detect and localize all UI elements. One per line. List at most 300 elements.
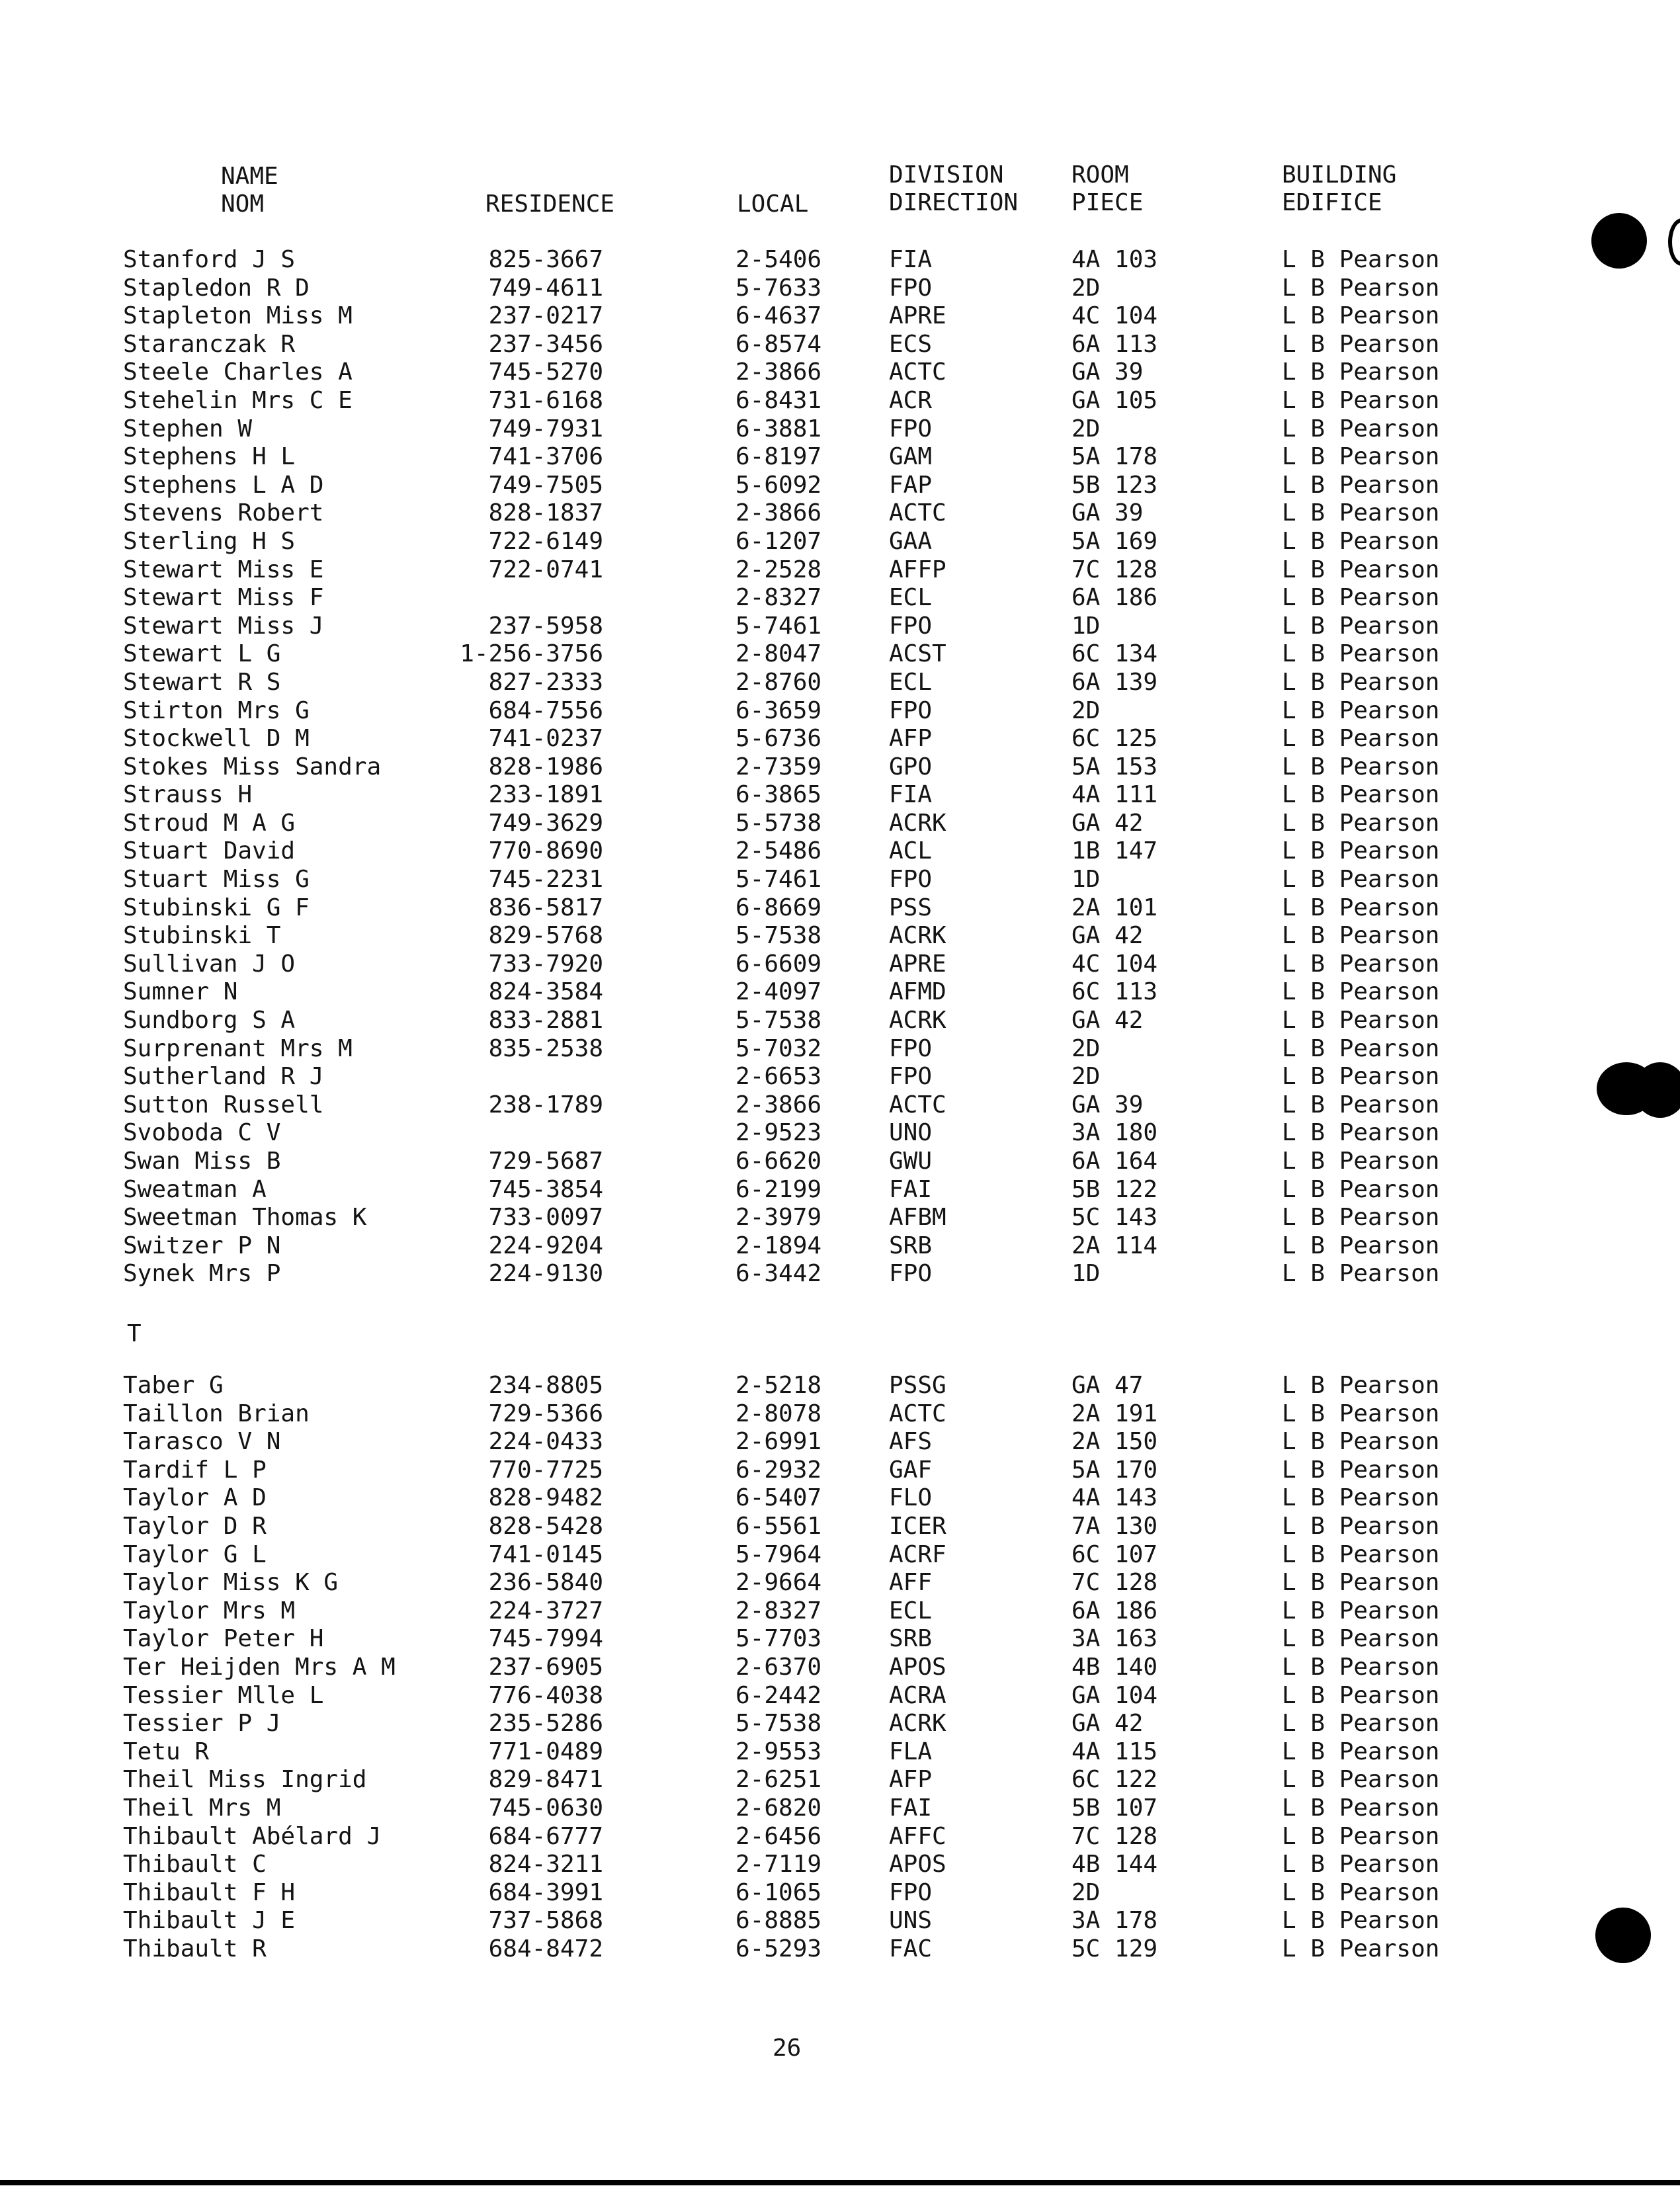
cell-room: GA 39 (1071, 358, 1144, 386)
cell-local: 5-7032 (735, 1034, 822, 1062)
cell-room: 5A 169 (1071, 527, 1158, 555)
cell-name: Stewart Miss J (123, 612, 324, 640)
cell-building: L B Pearson (1282, 640, 1440, 668)
cell-room: 7A 130 (1071, 1512, 1158, 1540)
cell-name: Sutherland R J (123, 1063, 324, 1091)
cell-room: 1D (1071, 612, 1101, 640)
cell-division: FAI (889, 1175, 933, 1203)
cell-residence: 828-9482 (488, 1484, 603, 1512)
cell-local: 2-9523 (735, 1119, 822, 1147)
t-residence-column (456, 1372, 603, 1963)
cell-local: 6-4637 (735, 302, 822, 330)
cell-division: AFP (889, 725, 933, 753)
cell-name: Tetu R (123, 1738, 210, 1765)
cell-local: 2-6653 (735, 1063, 822, 1091)
cell-residence: 829-5768 (488, 922, 603, 950)
cell-local: 6-3659 (735, 696, 822, 724)
cell-division: ACRK (889, 1007, 946, 1034)
cell-room: GA 39 (1071, 499, 1144, 527)
cell-local: 6-8574 (735, 330, 822, 358)
cell-residence: 833-2881 (488, 1007, 603, 1034)
cell-residence: 749-7505 (488, 471, 603, 499)
cell-division: GPO (889, 753, 933, 780)
cell-building: L B Pearson (1282, 1878, 1440, 1906)
cell-division: FPO (889, 696, 933, 724)
cell-division: AFFP (889, 556, 946, 583)
cell-room: 2A 101 (1071, 894, 1158, 921)
cell-room: 2A 114 (1071, 1232, 1158, 1259)
cell-name: Stephens H L (123, 443, 296, 471)
cell-division: FAC (889, 1935, 933, 1962)
cell-name: Tarasco V N (123, 1428, 281, 1456)
cell-division: ACTC (889, 499, 946, 527)
cell-local: 2-6370 (735, 1653, 822, 1681)
cell-room: 1D (1071, 1260, 1101, 1288)
section-letter-t: T (127, 1320, 142, 1347)
cell-local: 5-6092 (735, 471, 822, 499)
cell-name: Sweetman Thomas K (123, 1204, 367, 1232)
cell-residence: 741-0145 (488, 1540, 603, 1568)
cell-residence: 684-8472 (488, 1935, 603, 1962)
cell-local: 2-4097 (735, 978, 822, 1006)
cell-local: 2-3979 (735, 1204, 822, 1232)
cell-local: 2-8078 (735, 1400, 822, 1427)
cell-room: 2D (1071, 415, 1101, 442)
cell-name: Switzer P N (123, 1232, 281, 1259)
cell-local: 6-5561 (735, 1512, 822, 1540)
cell-local: 2-8327 (735, 584, 822, 612)
cell-room: 4C 104 (1071, 950, 1158, 978)
cell-local: 5-5738 (735, 809, 822, 837)
cell-local: 5-7538 (735, 1710, 822, 1738)
cell-name: Stephens L A D (123, 471, 324, 499)
cell-residence: 771-0489 (488, 1738, 603, 1765)
cell-division: ACTC (889, 1400, 946, 1427)
cell-name: Stroud M A G (123, 809, 296, 837)
cell-residence (456, 584, 603, 612)
cell-name: Synek Mrs P (123, 1260, 281, 1288)
cell-name: Stevens Robert (123, 499, 324, 527)
cell-building: L B Pearson (1282, 556, 1440, 583)
cell-division: ACRK (889, 922, 946, 950)
cell-division: FPO (889, 1878, 933, 1906)
cell-building: L B Pearson (1282, 443, 1440, 471)
header-local: LOCAL (737, 190, 809, 218)
cell-local: 2-8760 (735, 668, 822, 696)
cell-division: ECL (889, 584, 933, 612)
cell-building: L B Pearson (1282, 1204, 1440, 1232)
cell-local: 6-6620 (735, 1148, 822, 1175)
cell-name: Sterling H S (123, 527, 296, 555)
cell-building: L B Pearson (1282, 1597, 1440, 1624)
cell-building: L B Pearson (1282, 1034, 1440, 1062)
cell-building: L B Pearson (1282, 1851, 1440, 1878)
t-division-column (889, 1372, 946, 1963)
cell-name: Taylor Miss K G (123, 1569, 339, 1597)
cell-local: 6-1207 (735, 527, 822, 555)
cell-name: Strauss H (123, 781, 253, 809)
cell-room: 4B 140 (1071, 1653, 1158, 1681)
cell-name: Stephen W (123, 415, 253, 442)
cell-room: 2D (1071, 1878, 1101, 1906)
t-building-column (1282, 1372, 1439, 1963)
cell-division: APOS (889, 1653, 946, 1681)
cell-room: GA 42 (1071, 809, 1144, 837)
cell-residence: 776-4038 (488, 1681, 603, 1709)
cell-local: 6-8669 (735, 894, 822, 921)
cell-local: 6-6609 (735, 950, 822, 978)
cell-residence: 237-0217 (488, 302, 603, 330)
cell-name: Stubinski T (123, 922, 281, 950)
cell-room: 1B 147 (1071, 837, 1158, 865)
cell-residence: 824-3211 (488, 1851, 603, 1878)
cell-room: 7C 128 (1071, 1822, 1158, 1850)
cell-room: 5A 153 (1071, 753, 1158, 780)
cell-name: Stuart David (123, 837, 296, 865)
cell-local: 5-7633 (735, 274, 822, 302)
cell-local: 5-7461 (735, 612, 822, 640)
cell-residence: 745-7994 (488, 1625, 603, 1653)
cell-building: L B Pearson (1282, 1428, 1440, 1456)
cell-building: L B Pearson (1282, 1738, 1440, 1765)
cell-division: FPO (889, 415, 933, 442)
cell-local: 2-8047 (735, 640, 822, 668)
cell-division: ACTC (889, 1091, 946, 1118)
cell-name: Taylor G L (123, 1540, 267, 1568)
cell-local: 5-7461 (735, 866, 822, 894)
cell-residence: 825-3667 (488, 246, 603, 273)
cell-building: L B Pearson (1282, 584, 1440, 612)
cell-division: ACRK (889, 1710, 946, 1738)
cell-name: Taylor D R (123, 1512, 267, 1540)
cell-name: Theil Miss Ingrid (123, 1766, 367, 1794)
cell-room: 6C 134 (1071, 640, 1158, 668)
page-number: 26 (773, 2035, 802, 2062)
cell-local: 5-7538 (735, 922, 822, 950)
cell-name: Taylor Mrs M (123, 1597, 296, 1624)
cell-division: GAM (889, 443, 933, 471)
cell-room: 6A 186 (1071, 584, 1158, 612)
cell-room: GA 42 (1071, 1710, 1144, 1738)
cell-residence: 224-3727 (488, 1597, 603, 1624)
cell-residence: 835-2538 (488, 1034, 603, 1062)
cell-building: L B Pearson (1282, 1007, 1440, 1034)
cell-division: FLO (889, 1484, 933, 1512)
cell-local: 6-2442 (735, 1681, 822, 1709)
cell-name: Stapledon R D (123, 274, 310, 302)
cell-name: Stewart L G (123, 640, 281, 668)
cell-residence: 745-3854 (488, 1175, 603, 1203)
cell-division: FIA (889, 246, 933, 273)
cell-building: L B Pearson (1282, 1456, 1440, 1484)
cell-residence: 684-3991 (488, 1878, 603, 1906)
cell-building: L B Pearson (1282, 696, 1440, 724)
cell-name: Staranczak R (123, 330, 296, 358)
cell-local: 2-5486 (735, 837, 822, 865)
cell-local: 6-2932 (735, 1456, 822, 1484)
cell-local: 6-2199 (735, 1175, 822, 1203)
header-division (889, 161, 1018, 217)
cell-name: Stewart Miss F (123, 584, 324, 612)
cell-room: 4A 115 (1071, 1738, 1158, 1765)
cell-local: 2-6251 (735, 1766, 822, 1794)
cell-name: Thibault C (123, 1851, 267, 1878)
cell-building: L B Pearson (1282, 330, 1440, 358)
cell-building: L B Pearson (1282, 978, 1440, 1006)
cell-division: ECS (889, 330, 933, 358)
cell-room: 5A 178 (1071, 443, 1158, 471)
cell-local: 2-6991 (735, 1428, 822, 1456)
cell-building: L B Pearson (1282, 950, 1440, 978)
cell-division: FPO (889, 612, 933, 640)
cell-room: 6C 107 (1071, 1540, 1158, 1568)
cell-division: AFFC (889, 1822, 946, 1850)
cell-division: ACRA (889, 1681, 946, 1709)
cell-building: L B Pearson (1282, 527, 1440, 555)
cell-building: L B Pearson (1282, 725, 1440, 753)
cell-room: 5B 123 (1071, 471, 1158, 499)
cell-local: 6-5407 (735, 1484, 822, 1512)
cell-building: L B Pearson (1282, 302, 1440, 330)
cell-local: 2-7119 (735, 1851, 822, 1878)
cell-division: ACTC (889, 358, 946, 386)
cell-building: L B Pearson (1282, 1766, 1440, 1794)
header-division-en: DIVISION (889, 161, 1004, 189)
cell-building: L B Pearson (1282, 415, 1440, 442)
cell-name: Thibault J E (123, 1907, 296, 1935)
cell-building: L B Pearson (1282, 866, 1440, 894)
cell-division: FPO (889, 1034, 933, 1062)
cell-room: 2D (1071, 274, 1101, 302)
cell-name: Steele Charles A (123, 358, 353, 386)
cell-division: FLA (889, 1738, 933, 1765)
punch-hole-middle-edge (1634, 1062, 1680, 1118)
header-building-fr: EDIFICE (1282, 189, 1382, 216)
cell-name: Stirton Mrs G (123, 696, 310, 724)
cell-residence: 741-3706 (488, 443, 603, 471)
cell-building: L B Pearson (1282, 358, 1440, 386)
cell-residence: 745-0630 (488, 1794, 603, 1822)
cell-building: L B Pearson (1282, 1540, 1440, 1568)
cell-residence: 729-5687 (488, 1148, 603, 1175)
s-name-column (123, 246, 381, 1288)
t-room-column (1071, 1372, 1157, 1963)
cell-residence: 731-6168 (488, 386, 603, 414)
cell-local: 5-7703 (735, 1625, 822, 1653)
cell-division: AFS (889, 1428, 933, 1456)
cell-name: Stewart R S (123, 668, 281, 696)
cell-local: 2-6456 (735, 1822, 822, 1850)
cell-residence: 770-7725 (488, 1456, 603, 1484)
cell-room: 3A 178 (1071, 1907, 1158, 1935)
cell-name: Taillon Brian (123, 1400, 310, 1427)
cell-building: L B Pearson (1282, 781, 1440, 809)
cell-residence: 829-8471 (488, 1766, 603, 1794)
cell-room: 2D (1071, 1034, 1101, 1062)
cell-name: Thibault R (123, 1935, 267, 1962)
cell-division: APRE (889, 302, 946, 330)
cell-residence: 233-1891 (488, 781, 603, 809)
cell-room: 6C 122 (1071, 1766, 1158, 1794)
cell-building: L B Pearson (1282, 1119, 1440, 1147)
cell-building: L B Pearson (1282, 1484, 1440, 1512)
cell-name: Sweatman A (123, 1175, 267, 1203)
cell-division: SRB (889, 1232, 933, 1259)
cell-local: 2-1894 (735, 1232, 822, 1259)
cell-building: L B Pearson (1282, 1681, 1440, 1709)
cell-building: L B Pearson (1282, 837, 1440, 865)
cell-name: Tardif L P (123, 1456, 267, 1484)
cell-room: GA 47 (1071, 1372, 1144, 1399)
cell-name: Tessier P J (123, 1710, 281, 1738)
header-division-fr: DIRECTION (889, 189, 1019, 216)
cell-room: 2A 191 (1071, 1400, 1158, 1427)
s-local-column (735, 246, 821, 1288)
cell-building: L B Pearson (1282, 1175, 1440, 1203)
cell-room: 4B 144 (1071, 1851, 1158, 1878)
cell-local: 2-3866 (735, 499, 822, 527)
cell-name: Stuart Miss G (123, 866, 310, 894)
cell-division: AFP (889, 1766, 933, 1794)
cell-residence: 733-0097 (488, 1204, 603, 1232)
cell-local: 6-5293 (735, 1935, 822, 1962)
cell-room: 4A 143 (1071, 1484, 1158, 1512)
cell-local: 2-6820 (735, 1794, 822, 1822)
cell-local: 2-9553 (735, 1738, 822, 1765)
cell-division: APRE (889, 950, 946, 978)
cell-building: L B Pearson (1282, 1063, 1440, 1091)
cell-residence: 824-3584 (488, 978, 603, 1006)
cell-division: FPO (889, 1260, 933, 1288)
cell-room: 6A 186 (1071, 1597, 1158, 1624)
cell-division: UNS (889, 1907, 933, 1935)
cell-division: ECL (889, 1597, 933, 1624)
cell-local: 2-3866 (735, 358, 822, 386)
cell-residence: 684-7556 (488, 696, 603, 724)
s-room-column (1071, 246, 1157, 1288)
cell-local: 2-5406 (735, 246, 822, 273)
cell-local: 2-5218 (735, 1372, 822, 1399)
cell-room: GA 105 (1071, 386, 1158, 414)
cell-name: Thibault Abélard J (123, 1822, 382, 1850)
cell-residence: 828-1837 (488, 499, 603, 527)
cell-local: 2-9664 (735, 1569, 822, 1597)
cell-residence: 749-7931 (488, 415, 603, 442)
cell-residence: 749-4611 (488, 274, 603, 302)
cell-division: PSS (889, 894, 933, 921)
cell-division: ECL (889, 668, 933, 696)
cell-building: L B Pearson (1282, 1625, 1440, 1653)
cell-building: L B Pearson (1282, 1653, 1440, 1681)
cell-building: L B Pearson (1282, 809, 1440, 837)
cell-name: Sundborg S A (123, 1007, 296, 1034)
cell-name: Ter Heijden Mrs A M (123, 1653, 396, 1681)
header-room (1071, 161, 1143, 217)
cell-residence: 836-5817 (488, 894, 603, 921)
cell-division: ICER (889, 1512, 946, 1540)
cell-room: 4A 111 (1071, 781, 1158, 809)
cell-residence: 235-5286 (488, 1710, 603, 1738)
cell-division: AFMD (889, 978, 946, 1006)
punch-hole-top-edge (1668, 218, 1680, 266)
cell-name: Taylor Peter H (123, 1625, 324, 1653)
cell-name: Stokes Miss Sandra (123, 753, 382, 780)
cell-division: ACRF (889, 1540, 946, 1568)
cell-building: L B Pearson (1282, 1091, 1440, 1118)
cell-residence: 237-6905 (488, 1653, 603, 1681)
cell-building: L B Pearson (1282, 1260, 1440, 1288)
cell-building: L B Pearson (1282, 1232, 1440, 1259)
cell-residence: 828-5428 (488, 1512, 603, 1540)
cell-room: 5A 170 (1071, 1456, 1158, 1484)
cell-residence: 749-3629 (488, 809, 603, 837)
cell-division: GAA (889, 527, 933, 555)
cell-name: Stehelin Mrs C E (123, 386, 353, 414)
cell-building: L B Pearson (1282, 386, 1440, 414)
cell-room: 6C 125 (1071, 725, 1158, 753)
cell-local: 6-8431 (735, 386, 822, 414)
cell-room: 2D (1071, 1063, 1101, 1091)
cell-local: 6-8885 (735, 1907, 822, 1935)
cell-building: L B Pearson (1282, 922, 1440, 950)
s-building-column (1282, 246, 1439, 1288)
cell-division: AFBM (889, 1204, 946, 1232)
cell-residence: 729-5366 (488, 1400, 603, 1427)
cell-building: L B Pearson (1282, 612, 1440, 640)
cell-division: FPO (889, 866, 933, 894)
cell-residence: 828-1986 (488, 753, 603, 780)
cell-building: L B Pearson (1282, 1400, 1440, 1427)
cell-building: L B Pearson (1282, 1822, 1440, 1850)
cell-local: 6-1065 (735, 1878, 822, 1906)
cell-residence: 770-8690 (488, 837, 603, 865)
cell-residence: 1-256-3756 (460, 640, 603, 668)
cell-division: FIA (889, 781, 933, 809)
cell-building: L B Pearson (1282, 1372, 1440, 1399)
cell-room: 2D (1071, 696, 1101, 724)
cell-division: GWU (889, 1148, 933, 1175)
cell-residence: 741-0237 (488, 725, 603, 753)
cell-local: 5-7538 (735, 1007, 822, 1034)
cell-building: L B Pearson (1282, 1710, 1440, 1738)
cell-room: GA 42 (1071, 922, 1144, 950)
header-room-en: ROOM (1071, 161, 1129, 189)
cell-residence: 827-2333 (488, 668, 603, 696)
cell-local: 6-3881 (735, 415, 822, 442)
t-local-column (735, 1372, 821, 1963)
cell-name: Stanford J S (123, 246, 296, 273)
cell-residence: 237-5958 (488, 612, 603, 640)
cell-residence: 684-6777 (488, 1822, 603, 1850)
cell-name: Sullivan J O (123, 950, 296, 978)
cell-room: 2A 150 (1071, 1428, 1158, 1456)
s-residence-column (456, 246, 603, 1288)
cell-building: L B Pearson (1282, 1935, 1440, 1962)
cell-local: 2-7359 (735, 753, 822, 780)
cell-residence: 236-5840 (488, 1569, 603, 1597)
cell-name: Thibault F H (123, 1878, 296, 1906)
cell-building: L B Pearson (1282, 668, 1440, 696)
cell-residence: 224-9130 (488, 1260, 603, 1288)
cell-division: SRB (889, 1625, 933, 1653)
cell-residence: 745-5270 (488, 358, 603, 386)
cell-local: 5-6736 (735, 725, 822, 753)
cell-name: Taber G (123, 1372, 224, 1399)
cell-local: 6-3865 (735, 781, 822, 809)
cell-residence: 722-0741 (488, 556, 603, 583)
cell-room: GA 42 (1071, 1007, 1144, 1034)
cell-room: GA 104 (1071, 1681, 1158, 1709)
